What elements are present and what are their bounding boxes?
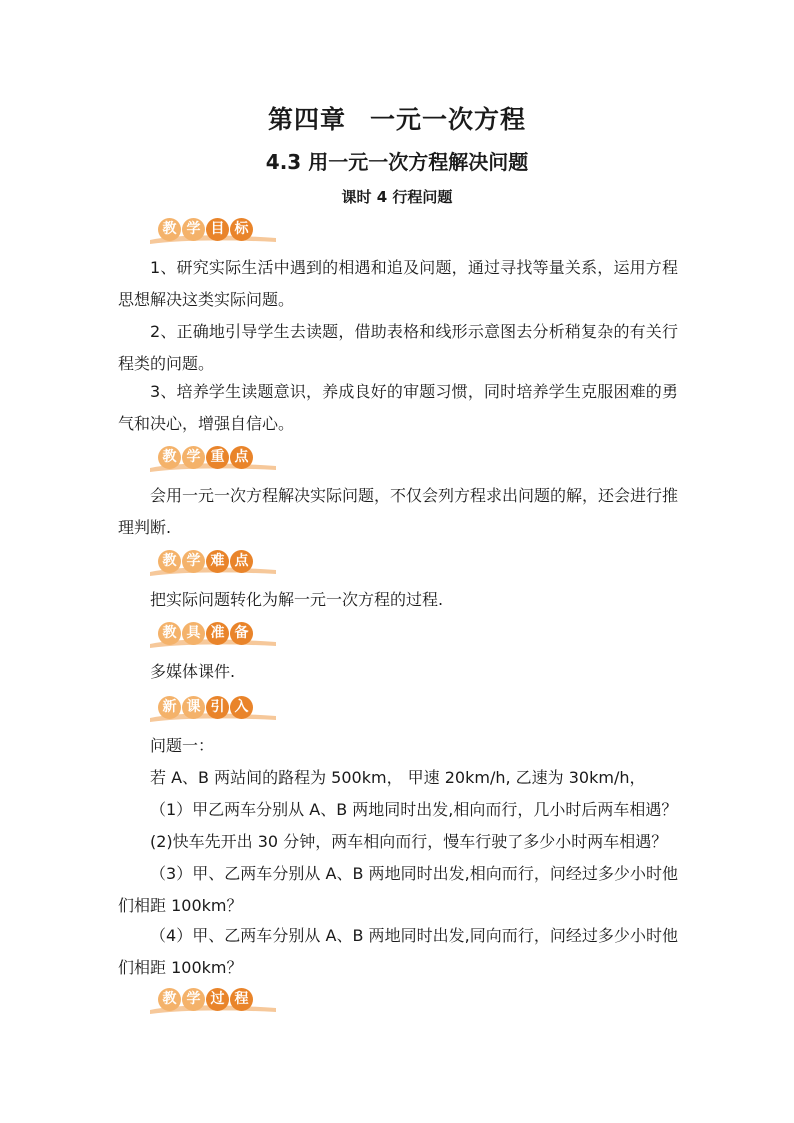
heading-char: 学 (182, 218, 205, 241)
section-heading-intro (148, 696, 288, 724)
heading-char: 教 (158, 988, 181, 1011)
heading-char: 引 (206, 696, 229, 719)
heading-char: 学 (182, 550, 205, 573)
heading-char: 教 (158, 218, 181, 241)
heading-char: 过 (206, 988, 229, 1011)
heading-char: 点 (230, 446, 253, 469)
heading-char: 教 (158, 550, 181, 573)
lesson-title: 课时 4 行程问题 (341, 188, 453, 206)
chapter-number: 第四章 (267, 105, 346, 134)
heading-char: 难 (206, 550, 229, 573)
problem-question-4: （4）甲、乙两车分别从 A、B 两地同时出发,同向而行，问经过多少小时他们相距 100km？ (118, 926, 678, 977)
heading-char: 教 (158, 446, 181, 469)
goal-1: 1、研究实际生活中遇到的相遇和追及问题，通过寻找等量关系，运用方程思想解决这类实际问题。 (118, 258, 678, 309)
problem-question-2: (2)快车先开出 30 分钟，两车相向而行，慢车行驶了多少小时两车相遇？ (150, 832, 668, 851)
problem-question-3: （3）甲、乙两车分别从 A、B 两地同时出发,相向而行，问经过多少小时他们相距 100km？ (118, 864, 678, 915)
heading-char: 重 (206, 446, 229, 469)
section-heading-difficulties (148, 550, 288, 578)
heading-char: 准 (206, 622, 229, 645)
heading-char: 课 (182, 696, 205, 719)
section-heading-goals (148, 218, 288, 246)
chapter-title (0, 100, 794, 136)
section-heading-process (148, 988, 288, 1016)
heading-char: 教 (158, 622, 181, 645)
heading-char: 新 (158, 696, 181, 719)
problem-premise: 若 A、B 两站间的路程为 500km， 甲速 20km/h, 乙速为 30km/h， (150, 768, 646, 787)
key-points-text: 会用一元一次方程解决实际问题，不仅会列方程求出问题的解，还会进行推理判断. (118, 486, 679, 537)
heading-char: 学 (182, 446, 205, 469)
heading-char: 点 (230, 550, 253, 573)
chapter-name: 一元一次方程 (370, 105, 527, 134)
goal-3: 3、培养学生读题意识，养成良好的审题习惯，同时培养学生克服困难的勇气和决心，增强自信心。 (118, 382, 678, 433)
heading-char: 具 (182, 622, 205, 645)
difficulties-text: 把实际问题转化为解一元一次方程的过程. (150, 590, 444, 609)
heading-char: 入 (230, 696, 253, 719)
heading-char: 目 (206, 218, 229, 241)
heading-char: 学 (182, 988, 205, 1011)
heading-char: 标 (230, 218, 253, 241)
goal-2: 2、正确地引导学生去读题，借助表格和线形示意图去分析稍复杂的有关行程类的问题。 (118, 322, 678, 373)
heading-char: 备 (230, 622, 253, 645)
heading-char: 程 (230, 988, 253, 1011)
problem-label: 问题一： (150, 736, 215, 755)
section-title: 4.3 用一元一次方程解决问题 (265, 150, 529, 174)
materials-text: 多媒体课件. (150, 662, 236, 681)
section-heading-materials (148, 622, 288, 650)
section-heading-key-points (148, 446, 288, 474)
problem-question-1: （1）甲乙两车分别从 A、B 两地同时出发,相向而行，几小时后两车相遇？ (150, 800, 678, 819)
